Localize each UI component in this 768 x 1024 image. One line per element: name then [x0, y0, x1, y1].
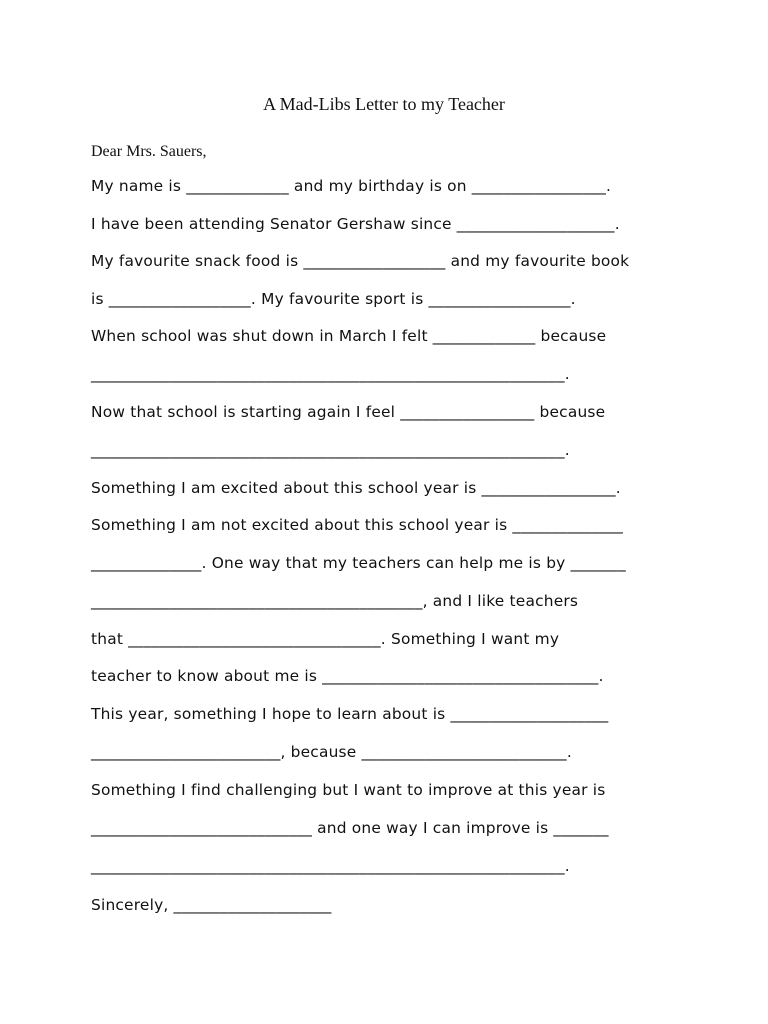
- letter-line-attending: I have been attending Senator Gershaw since ____________________.: [91, 215, 620, 233]
- letter-line-shutdown-because: ____________________________________________________________.: [91, 365, 570, 383]
- letter-line-signature: Sincerely, ____________________: [91, 896, 332, 914]
- letter-line-starting-again: Now that school is starting again I feel _________________ because: [91, 403, 606, 421]
- letter-line-starting-because: ____________________________________________________________.: [91, 441, 570, 459]
- letter-line-shutdown: When school was shut down in March I felt _____________ because: [91, 327, 607, 345]
- letter-line-excited: Something I am excited about this school year is _________________.: [91, 479, 621, 497]
- letter-line-not-excited: Something I am not excited about this school year is ______________: [91, 516, 623, 534]
- letter-line-want-teacher-know: that ________________________________. Something I want my: [91, 630, 560, 648]
- letter-line-teachers-help: ______________. One way that my teachers can help me is by _______: [91, 554, 626, 572]
- letter-line-improve-blank: ____________________________________________________________.: [91, 857, 570, 875]
- letter-line-improve: ____________________________ and one way I can improve is _______: [91, 819, 609, 837]
- letter-line-book-sport: is __________________. My favourite sport is __________________.: [91, 290, 576, 308]
- salutation: Dear Mrs. Sauers,: [91, 143, 207, 160]
- letter-line-hope-to-learn: This year, something I hope to learn about is ____________________: [91, 705, 609, 723]
- letter-title: A Mad-Libs Letter to my Teacher: [263, 94, 505, 114]
- letter-line-snack-food: My favourite snack food is __________________ and my favourite book: [91, 252, 630, 270]
- letter-line-like-teachers: __________________________________________, and I like teachers: [91, 592, 579, 610]
- letter-line-know-about-me: teacher to know about me is ___________________________________.: [91, 667, 604, 685]
- letter-line-learn-because: ________________________, because __________________________.: [91, 743, 572, 761]
- letter-line-name-birthday: My name is _____________ and my birthday is on _________________.: [91, 177, 612, 195]
- letter-line-challenging: Something I find challenging but I want to improve at this year is: [91, 781, 606, 799]
